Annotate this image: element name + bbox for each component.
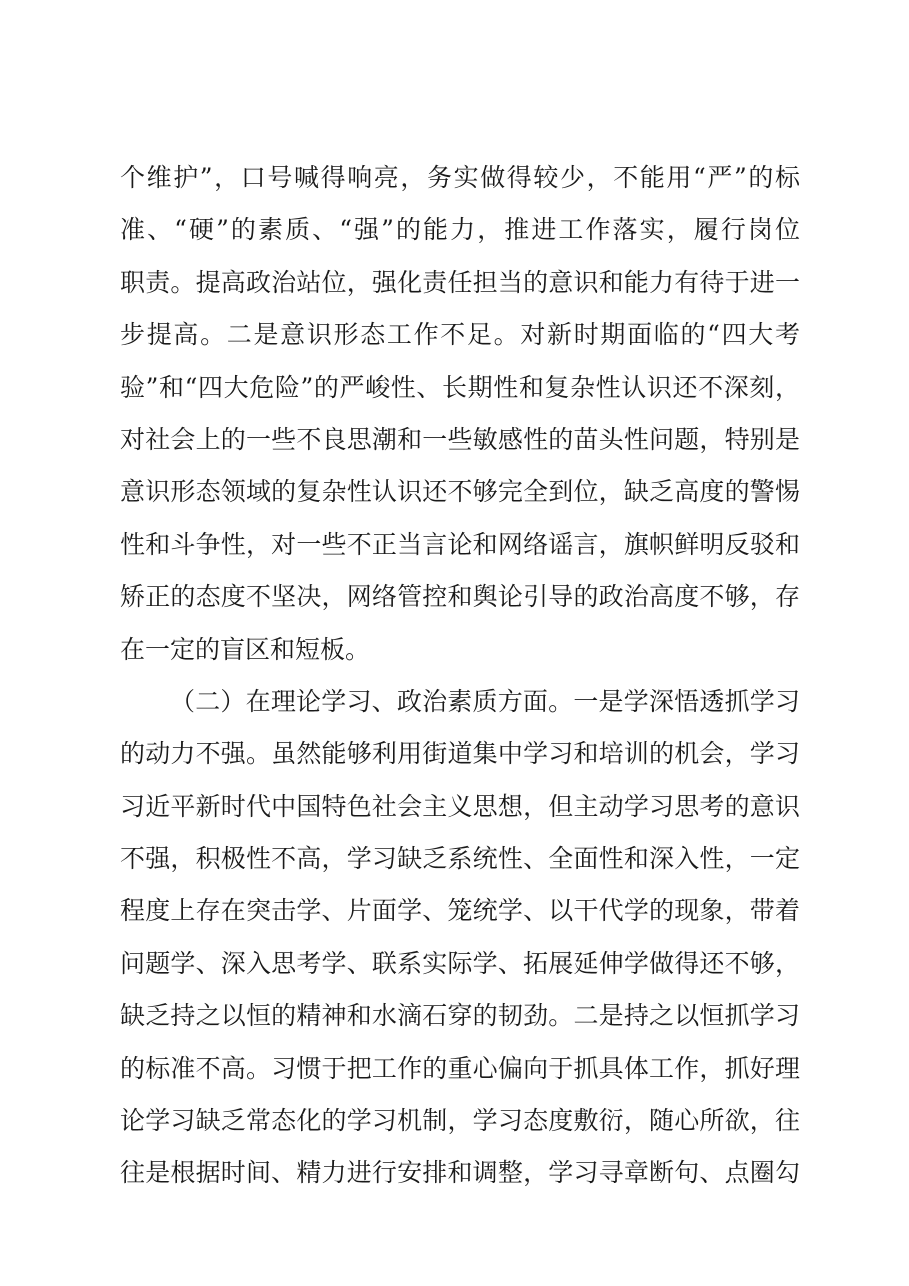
text-line: 步提高。二是意识形态工作不足。对新时期面临的“四大考 <box>120 320 800 350</box>
text-line: 矫正的态度不坚决，网络管控和舆论引导的政治高度不够，存 <box>120 582 800 612</box>
text-line: 的动力不强。虽然能够利用街道集中学习和培训的机会，学习 <box>120 739 800 769</box>
text-line: 的标准不高。习惯于把工作的重心偏向于抓具体工作，抓好理 <box>120 1053 800 1083</box>
text-line: 准、“硬”的素质、“强”的能力，推进工作落实，履行岗位 <box>120 215 800 245</box>
text-line: 论学习缺乏常态化的学习机制，学习态度敷衍，随心所欲，往 <box>120 1106 800 1136</box>
text-line: 个维护”，口号喊得响亮，务实做得较少，不能用“严”的标 <box>120 163 800 192</box>
text-line: 缺乏持之以恒的精神和水滴石穿的韧劲。二是持之以恒抓学习 <box>120 1001 800 1031</box>
text-line: 程度上存在突击学、片面学、笼统学、以干代学的现象，带着 <box>120 896 800 926</box>
text-line: 问题学、深入思考学、联系实际学、拓展延伸学做得还不够， <box>120 948 800 978</box>
section-heading-line: （二）在理论学习、政治素质方面。一是学深悟透抓学习 <box>170 686 800 716</box>
text-line: 不强，积极性不高，学习缺乏系统性、全面性和深入性，一定 <box>120 844 800 874</box>
text-line: 在一定的盲区和短板。 <box>120 634 371 664</box>
text-line: 意识形态领域的复杂性认识还不够完全到位，缺乏高度的警惕 <box>120 477 800 507</box>
text-line: 习近平新时代中国特色社会主义思想，但主动学习思考的意识 <box>120 791 800 821</box>
text-line: 往是根据时间、精力进行安排和调整，学习寻章断句、点圈勾 <box>120 1158 800 1188</box>
body-text <box>120 152 800 1200</box>
text-line: 职责。提高政治站位，强化责任担当的意识和能力有待于进一 <box>120 267 800 297</box>
text-line: 验”和“四大危险”的严峻性、长期性和复杂性认识还不深刻， <box>120 372 800 402</box>
text-line: 对社会上的一些不良思潮和一些敏感性的苗头性问题，特别是 <box>120 424 800 454</box>
text-line: 性和斗争性，对一些不正当言论和网络谣言，旗帜鲜明反驳和 <box>120 529 800 559</box>
